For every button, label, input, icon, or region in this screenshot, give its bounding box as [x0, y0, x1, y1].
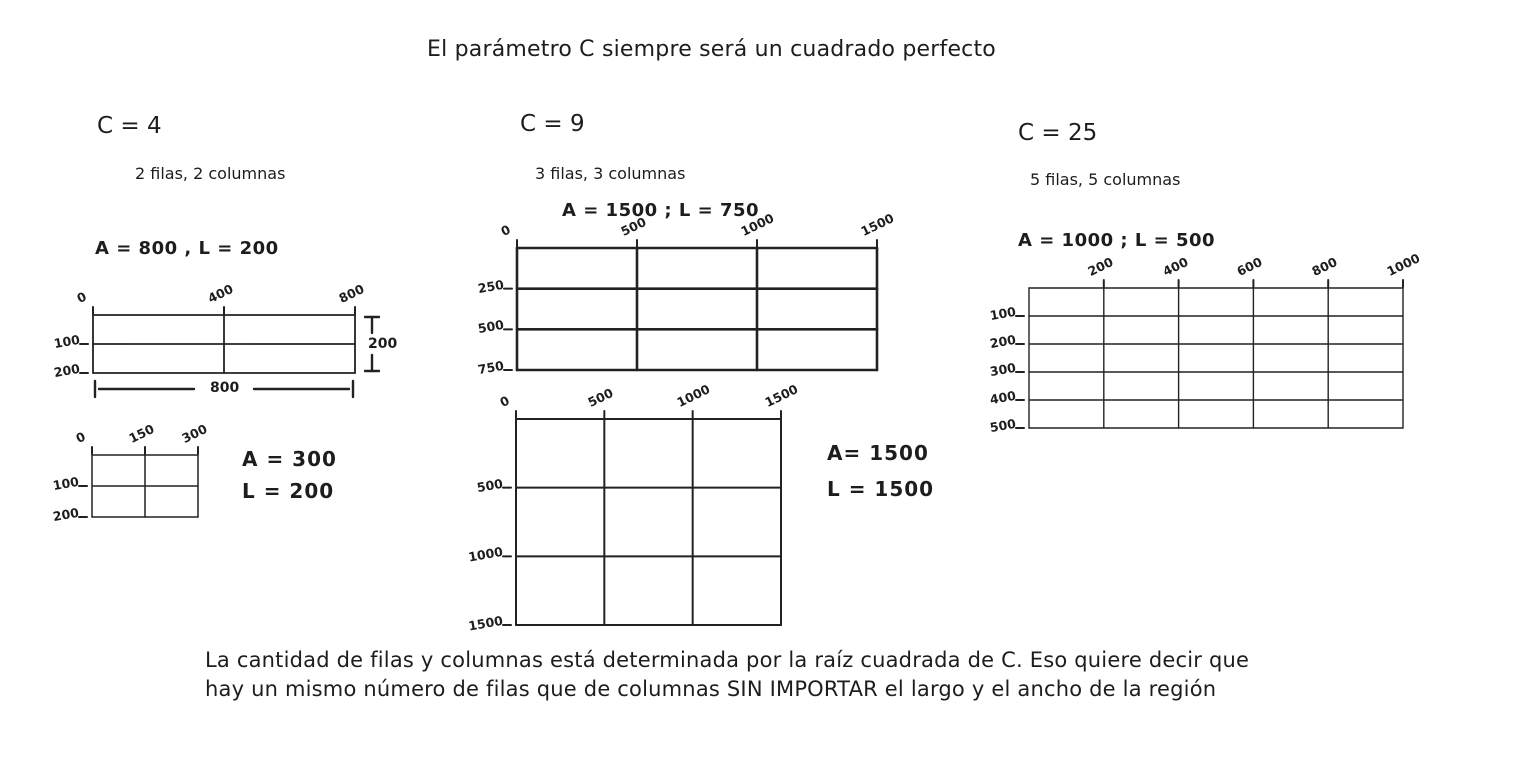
x-tick-label: 0	[498, 221, 513, 239]
y-tick-label: 500	[475, 475, 505, 495]
x-tick-label: 0	[497, 392, 512, 410]
x-tick-label: 600	[1234, 254, 1265, 279]
x-tick-label: 300	[179, 421, 210, 446]
x-tick-label: 500	[585, 385, 616, 410]
x-tick-label: 150	[126, 421, 157, 446]
height-dimension-label: 200	[368, 336, 398, 352]
y-tick-label: 200	[51, 504, 81, 525]
x-tick-label: 1000	[1384, 250, 1423, 279]
y-tick-label: 400	[988, 387, 1018, 408]
y-tick-label: 200	[52, 360, 82, 381]
x-tick-label: 1000	[674, 381, 712, 410]
x-tick-label: 500	[618, 214, 649, 239]
y-tick-label: 100	[988, 303, 1018, 324]
x-tick-label: 400	[1160, 254, 1191, 279]
section-c9-params: A = 1500 ; L = 750	[562, 200, 760, 221]
footnote-line-1: La cantidad de filas y columnas está determinada por la raíz cuadrada de C. Eso quiere decir que	[205, 648, 1250, 672]
y-tick-label: 250	[476, 276, 506, 296]
y-tick-label: 500	[988, 415, 1018, 436]
x-tick-label: 400	[205, 281, 236, 306]
x-tick-label: 1500	[762, 381, 801, 410]
width-dimension-label: 800	[210, 380, 240, 396]
grid-side-annotation: A = 300	[242, 447, 337, 471]
section-c9-grid-label: 3 filas, 3 columnas	[535, 164, 686, 183]
grid-side-annotation: L = 200	[242, 479, 335, 503]
section-c4-params: A = 800 , L = 200	[95, 238, 279, 259]
y-tick-label: 500	[476, 317, 506, 337]
y-tick-label: 750	[476, 357, 506, 378]
page-title: El parámetro C siempre será un cuadrado perfecto	[427, 37, 996, 62]
x-tick-label: 1000	[738, 210, 777, 239]
section-c9-heading: C = 9	[520, 111, 585, 137]
y-tick-label: 200	[988, 331, 1018, 352]
y-tick-label: 1500	[467, 612, 505, 634]
section-c4-heading: C = 4	[97, 113, 162, 139]
y-tick-label: 1000	[467, 544, 505, 565]
x-tick-label: 200	[1085, 254, 1116, 279]
section-c25-grid-label: 5 filas, 5 columnas	[1030, 170, 1181, 189]
section-c4-grid-label: 2 filas, 2 columnas	[135, 164, 286, 183]
grid-side-annotation: L = 1500	[827, 477, 935, 501]
section-c25-heading: C = 25	[1018, 120, 1098, 146]
footnote	[205, 646, 1249, 704]
x-tick-label: 1500	[858, 210, 897, 239]
x-tick-label: 0	[73, 428, 88, 446]
grid-side-annotation: A= 1500	[827, 441, 929, 465]
y-tick-label: 300	[988, 359, 1018, 380]
y-tick-label: 100	[51, 473, 81, 494]
y-tick-label: 100	[52, 331, 82, 352]
section-c25-params: A = 1000 ; L = 500	[1018, 230, 1216, 251]
x-tick-label: 0	[74, 288, 89, 306]
footnote-line-2: hay un mismo número de filas que de columnas SIN IMPORTAR el largo y el ancho de la región	[205, 677, 1217, 701]
x-tick-label: 800	[1309, 254, 1340, 279]
x-tick-label: 800	[336, 281, 367, 306]
